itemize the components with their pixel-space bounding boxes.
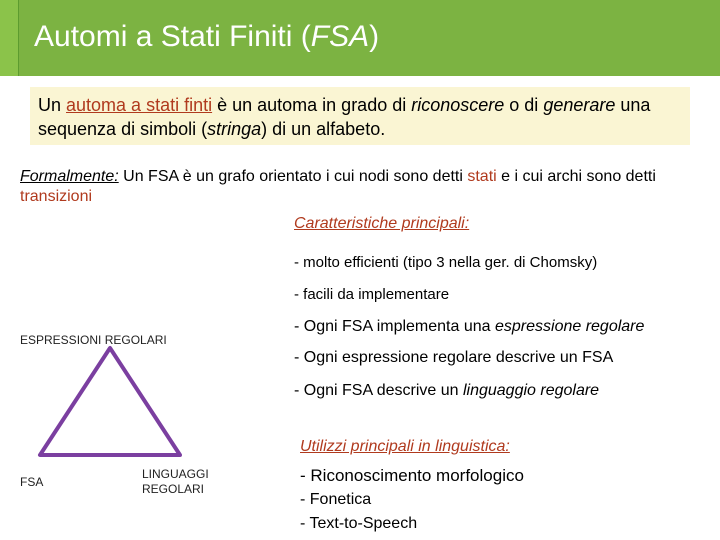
formal-part: e i cui archi sono detti	[496, 168, 656, 185]
title-abbr: FSA	[310, 20, 370, 53]
formal-definition	[20, 167, 700, 207]
use-item: - Riconoscimento morfologico	[300, 466, 524, 485]
feature-item: - Ogni espressione regolare descrive un FSA	[294, 349, 614, 366]
definition-box	[30, 87, 690, 145]
diagram-label-top: ESPRESSIONI REGOLARI	[20, 333, 167, 347]
diagram-label-right-line: LINGUAGGI	[142, 467, 209, 481]
definition-part: ) di un alfabeto.	[261, 119, 386, 139]
slide-title	[34, 20, 379, 54]
diagram-label-right	[142, 467, 209, 497]
feature-item-emphasis: espressione regolare	[494, 318, 645, 335]
definition-text	[38, 93, 688, 141]
features-heading: Caratteristiche principali:	[294, 215, 470, 232]
feature-item: - molto efficienti (tipo 3 nella ger. di Chomsky)	[294, 254, 598, 271]
formal-term-transitions: transizioni	[20, 188, 93, 205]
definition-part: o di	[504, 95, 544, 115]
definition-emphasis: generare	[543, 95, 616, 115]
definition-emphasis: riconoscere	[411, 95, 505, 115]
use-item: - Fonetica	[300, 491, 372, 508]
triangle-shape	[40, 348, 180, 455]
definition-part: Un	[38, 95, 67, 115]
title-prefix: Automi a Stati Finiti (	[34, 20, 311, 53]
feature-item-text: - Ogni FSA descrive un	[294, 382, 463, 399]
use-item: - Text-to-Speech	[300, 515, 418, 532]
definition-part: una sequenza di simboli (	[38, 95, 651, 139]
feature-item	[294, 318, 644, 336]
title-bar	[0, 0, 720, 76]
diagram-label-right-line: REGOLARI	[142, 482, 205, 496]
diagram-label-left: FSA	[20, 475, 44, 489]
title-suffix: )	[369, 20, 380, 53]
definition-term: automa a stati finti	[66, 95, 213, 115]
triangle-diagram	[30, 345, 220, 460]
feature-item-emphasis: linguaggio regolare	[462, 382, 600, 399]
definition-part: è un automa in grado di	[212, 95, 412, 115]
formal-term-states: stati	[467, 168, 497, 185]
feature-item: - facili da implementare	[294, 286, 450, 303]
feature-item	[294, 382, 599, 400]
formal-part: Un FSA è un grafo orientato i cui nodi sono detti	[118, 168, 468, 185]
feature-item-text: - Ogni FSA implementa una	[294, 318, 495, 335]
formal-label: Formalmente:	[20, 168, 119, 185]
definition-emphasis: stringa	[207, 119, 262, 139]
title-bar-accent	[0, 0, 19, 76]
uses-heading: Utilizzi principali in linguistica:	[300, 438, 510, 455]
